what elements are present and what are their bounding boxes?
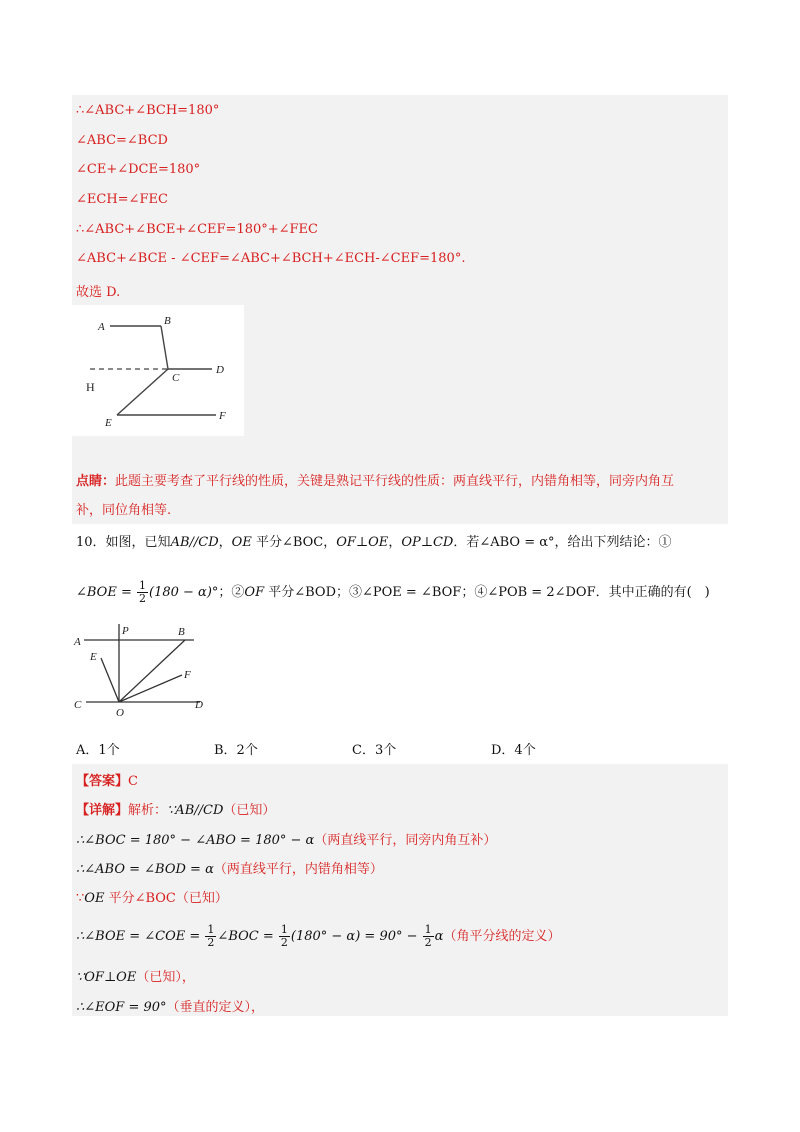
math-of-oe: OF⊥OE xyxy=(336,535,389,550)
detail-line-5 xyxy=(76,924,560,949)
reason-note: （两直线平行，同旁内角互补） xyxy=(314,833,497,848)
fig2-label-e: E xyxy=(90,651,97,663)
fig1-label-a: A xyxy=(98,321,105,333)
question-line-1 xyxy=(76,531,672,550)
frac-den: 2 xyxy=(424,936,432,949)
detail-intro: 解析： xyxy=(128,803,168,818)
option-d[interactable]: D．4个 xyxy=(491,743,536,758)
figure-parallel-lines xyxy=(72,305,244,436)
fraction-half xyxy=(137,580,148,605)
question-number: 10． xyxy=(76,535,106,550)
detail-line-6 xyxy=(76,966,195,985)
question-text: ， xyxy=(218,535,232,550)
option-a[interactable]: A．1个 xyxy=(76,743,120,758)
question-text: 如图，已知 xyxy=(105,535,171,550)
math-expression: (180° − α) = 90° − xyxy=(290,929,418,944)
question-text: ．若∠ABO = α°，给出下列结论：① xyxy=(453,535,672,550)
question-text: ， xyxy=(388,535,402,550)
fig2-label-a: A xyxy=(74,636,81,648)
answer-value: C xyxy=(128,774,138,789)
frac-den: 2 xyxy=(139,592,146,605)
note-label: 点睛： xyxy=(76,474,116,489)
detail-line-7 xyxy=(76,996,264,1015)
fig2-label-c: C xyxy=(74,699,82,711)
fraction-half xyxy=(279,924,290,949)
answer-line xyxy=(76,770,138,789)
fraction-half xyxy=(205,924,216,949)
figure-question-10 xyxy=(72,618,212,722)
frac-num: 1 xyxy=(207,923,215,936)
reason-note: （角平分线的定义） xyxy=(443,929,561,944)
math-boc: ∠BOC = xyxy=(217,929,274,944)
fraction-half xyxy=(423,924,434,949)
fig2-label-p: P xyxy=(122,625,129,637)
detail-line-1 xyxy=(76,799,275,818)
fig2-label-d: D xyxy=(195,699,203,711)
option-c[interactable]: C．3个 xyxy=(352,743,397,758)
frac-num: 1 xyxy=(139,579,146,592)
question-line-2 xyxy=(76,580,710,605)
reason-note: （已知） xyxy=(223,803,276,818)
math-boe: ∠BOE = xyxy=(76,585,132,600)
reason-note: （两直线平行，内错角相等） xyxy=(213,862,383,877)
math-of: OF xyxy=(244,585,265,600)
reason-note: （已知）， xyxy=(136,970,195,985)
note-line-1 xyxy=(76,470,674,489)
step-line-5: ∴∠ABC+∠BCE+∠CEF=180°+∠FEC xyxy=(76,222,318,237)
fig1-label-e: E xyxy=(105,417,112,429)
frac-num: 1 xyxy=(280,923,288,936)
fig2-label-o: O xyxy=(116,707,124,719)
math-boe-coe: ∴∠BOE = ∠COE = xyxy=(76,929,201,944)
math-of-perp-oe: ∵OF⊥OE xyxy=(76,970,137,985)
math-eof: ∴∠EOF = 90° xyxy=(76,1000,167,1015)
frac-den: 2 xyxy=(207,936,215,949)
note-line-2: 补，同位角相等. xyxy=(76,503,172,518)
math-op-cd: OP⊥CD xyxy=(401,535,454,550)
fig1-label-d: D xyxy=(216,364,224,376)
question-text: ；② xyxy=(218,585,245,600)
step-line-2: ∠ABC=∠BCD xyxy=(76,133,168,148)
math-boc: ∴∠BOC = 180° − ∠ABO = 180° − α xyxy=(76,833,315,848)
step-line-4: ∠ECH=∠FEC xyxy=(76,192,168,207)
detail-line-2 xyxy=(76,829,496,848)
detail-label: 【详解】 xyxy=(76,803,129,818)
because-symbol: ∵ xyxy=(76,891,85,906)
fig2-label-f: F xyxy=(184,669,191,681)
math-alpha: α xyxy=(434,929,444,944)
question-text: 平分∠BOC， xyxy=(251,535,337,550)
fig1-label-b: B xyxy=(164,315,171,327)
step-line-6: ∠ABC+∠BCE - ∠CEF=∠ABC+∠BCH+∠ECH-∠CEF=180°. xyxy=(76,251,466,266)
fig1-label-c: C xyxy=(172,372,180,384)
detail-line-4 xyxy=(76,887,228,906)
reason-note: （已知） xyxy=(175,891,228,906)
detail-text: 平分∠BOC xyxy=(104,891,176,906)
fig2-label-b: B xyxy=(178,626,185,638)
fig1-label-f: F xyxy=(219,410,226,422)
frac-den: 2 xyxy=(280,936,288,949)
math-abo-bod: ∴∠ABO = ∠BOD = α xyxy=(76,862,214,877)
step-line-1: ∴∠ABC+∠BCH=180° xyxy=(76,103,220,118)
math-oe: OE xyxy=(84,891,105,906)
math-oe: OE xyxy=(231,535,252,550)
note-text-1: 此题主要考查了平行线的性质，关键是熟记平行线的性质：两直线平行，内错角相等，同旁内角互 xyxy=(115,474,675,489)
option-b[interactable]: B．2个 xyxy=(214,743,258,758)
fig1-label-h: H xyxy=(86,380,95,394)
answer-label: 【答案】 xyxy=(76,774,129,789)
math-ab-cd: AB//CD xyxy=(170,535,219,550)
detail-line-3 xyxy=(76,858,383,877)
math-180-alpha: (180 − α)° xyxy=(149,585,219,600)
step-line-3: ∠CE+∠DCE=180° xyxy=(76,162,201,177)
frac-num: 1 xyxy=(424,923,432,936)
conclusion-line: 故选 D. xyxy=(76,285,121,300)
math-given-parallel: ∵AB//CD xyxy=(167,803,224,818)
question-text: 平分∠BOD；③∠POE = ∠BOF；④∠POB = 2∠DOF．其中正确的有( ) xyxy=(264,585,710,600)
reason-note: （垂直的定义）， xyxy=(166,1000,265,1015)
